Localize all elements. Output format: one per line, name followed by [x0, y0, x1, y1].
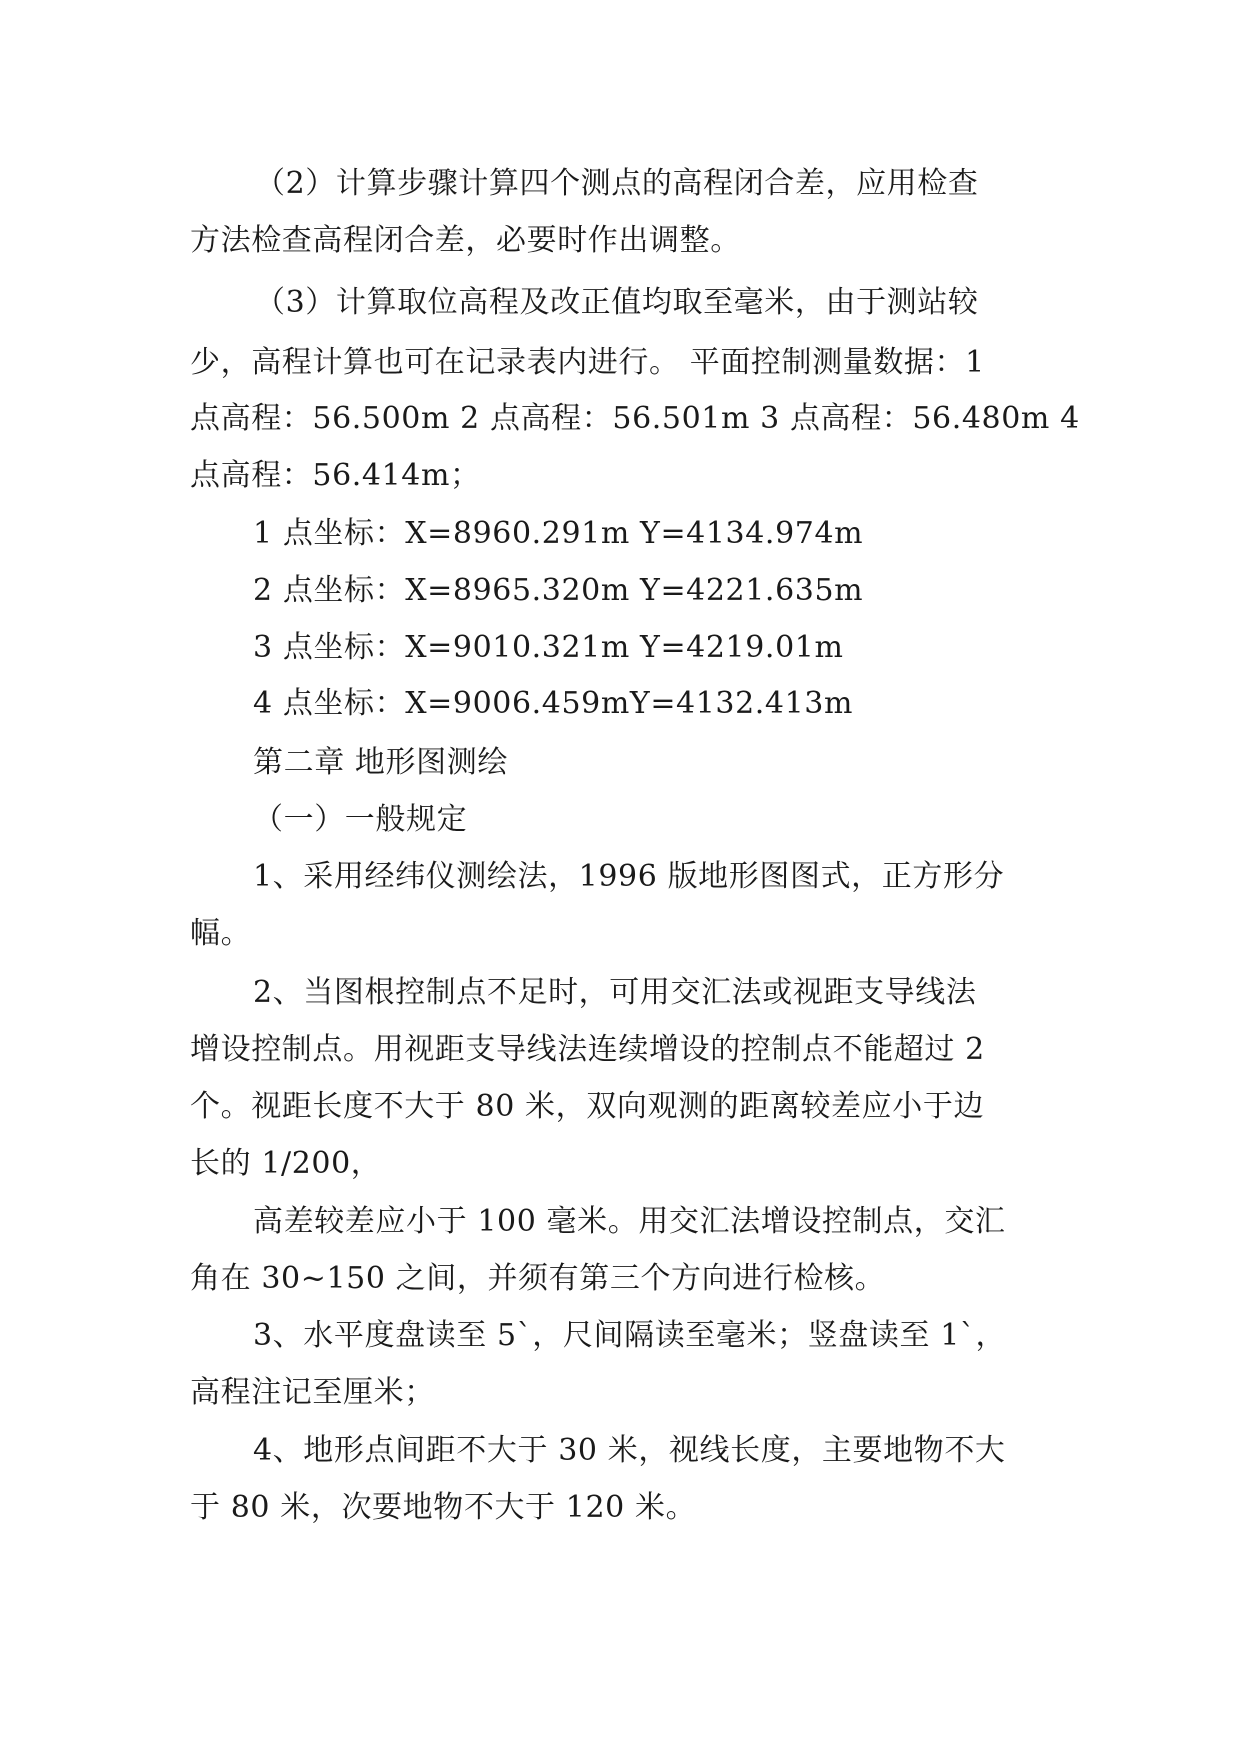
coordinate-line: 1 点坐标：X=8960.291m Y=4134.974m	[253, 516, 864, 551]
text-line: 2、当图根控制点不足时，可用交汇法或视距支导线法	[253, 975, 977, 1010]
text-line: 1、采用经纬仪测绘法，1996 版地形图图式，正方形分	[253, 859, 1005, 894]
text-line: 3、水平度盘读至 5`，尺间隔读至毫米；竖盘读至 1`，	[253, 1318, 1007, 1353]
text-line: （2）计算步骤计算四个测点的高程闭合差，应用检查	[255, 166, 979, 201]
text-line: 幅。	[190, 916, 252, 951]
coordinate-line: 4 点坐标：X=9006.459mY=4132.413m	[253, 686, 854, 721]
text-line: （3）计算取位高程及改正值均取至毫米，由于测站较	[255, 285, 979, 320]
text-line: 个。视距长度不大于 80 米，双向观测的距离较差应小于边	[190, 1089, 985, 1124]
coordinate-line: 3 点坐标：X=9010.321m Y=4219.01m	[253, 630, 844, 665]
text-line: 于 80 米，次要地物不大于 120 米。	[190, 1490, 697, 1525]
text-line: 高差较差应小于 100 毫米。用交汇法增设控制点，交汇	[253, 1204, 1006, 1239]
text-line: 方法检查高程闭合差，必要时作出调整。	[190, 223, 741, 258]
chapter-heading: 第二章 地形图测绘	[253, 745, 508, 780]
text-line: 点高程：56.500m 2 点高程：56.501m 3 点高程：56.480m 4	[190, 401, 1080, 436]
text-line: 长的 1/200，	[190, 1146, 382, 1181]
text-line: 高程注记至厘米；	[190, 1375, 435, 1410]
text-line: 增设控制点。用视距支导线法连续增设的控制点不能超过 2	[190, 1032, 985, 1067]
text-line: 4、地形点间距不大于 30 米，视线长度，主要地物不大	[253, 1433, 1006, 1468]
section-heading: （一）一般规定	[253, 802, 468, 837]
text-line: 少，高程计算也可在记录表内进行。 平面控制测量数据：1	[190, 345, 985, 380]
text-line: 点高程：56.414m；	[190, 458, 481, 493]
text-line: 角在 30~150 之间，并须有第三个方向进行检核。	[190, 1261, 886, 1296]
coordinate-line: 2 点坐标：X=8965.320m Y=4221.635m	[253, 573, 864, 608]
